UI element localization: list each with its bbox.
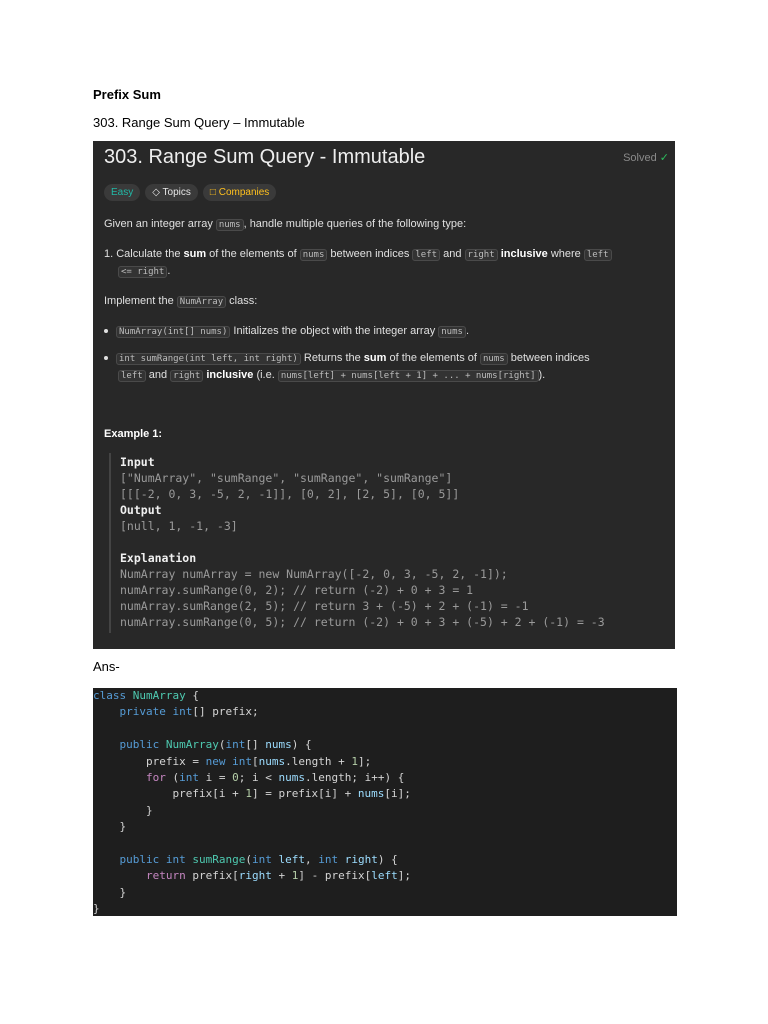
example-line: NumArray numArray = new NumArray([-2, 0, 3, -5, 2, -1]); [120,567,508,581]
item1-b: of the elements of [206,248,300,260]
bullet2-a: Returns the [300,352,364,364]
item1-nums: nums [300,249,328,261]
implement-a: Implement the [104,295,177,307]
code-line: for (int i = 0; i < nums.length; i++) { [145,771,405,784]
difficulty-tag[interactable]: Easy [104,184,140,201]
item1-and: and [440,248,465,260]
bullet2-line1 [104,350,590,368]
tag-icon: ◇ [152,187,163,198]
bullet2-sum: sum [363,352,387,364]
implement-b: class: [226,295,258,307]
intro-code: nums [216,219,244,231]
solved-status [623,151,669,164]
example-heading: Example 1: [104,428,163,440]
item1-inclusive: inclusive [500,248,548,260]
problem-title: 303. Range Sum Query - Immutable [104,146,426,168]
item1-left: left [412,249,440,261]
item1-line2: <= right . [118,263,170,281]
bullet2-ie: (i.e. [253,369,278,381]
example-line: numArray.sumRange(0, 5); // return (-2) + 0 + 3 + (-5) + 2 + (-1) = -3 [120,615,605,629]
item1-a: 1. Calculate the [104,248,184,260]
example-line: numArray.sumRange(2, 5); // return 3 + (-5) + 2 + (-1) = -1 [120,599,529,613]
bullet2-c: between indices [507,352,590,364]
code-line: private int[] prefix; [119,705,259,719]
intro-a: Given an integer array [104,218,216,230]
tag-row [104,184,276,201]
implement-code: NumArray [177,296,226,308]
example-line: Explanation [120,551,197,565]
bullet2-nums: nums [480,353,508,365]
example-line: ["NumArray", "sumRange", "sumRange", "sumRange"] [120,471,453,485]
bullet-dot [104,329,108,333]
bullet2-end: ). [538,369,546,381]
bullet2-left: left [118,370,146,382]
doc-subheading: 303. Range Sum Query – Immutable [93,115,305,130]
code-line: } [93,885,127,899]
example-line: Input [120,455,155,469]
bullet2-right: right [170,370,203,382]
example-line: Output [120,503,162,517]
topics-label: Topics [162,187,191,198]
check-circle-icon: ✓ [659,152,669,164]
item1-sum: sum [183,248,207,260]
item1-c: between indices [327,248,413,260]
code-line: public int sumRange(int left, int right) { [119,853,398,866]
implement-text [104,293,257,311]
companies-label: Companies [218,187,270,198]
bullet2-inclusive: inclusive [206,369,254,381]
bullet2-and: and [145,369,171,381]
bullet-dot [104,356,108,360]
bullet2-expr: nums[left] + nums[left + 1] + ... + nums[right] [278,370,539,382]
bullet2-b: of the elements of [386,352,480,364]
code-line: prefix[i + 1] = prefix[i] + nums[i]; [93,787,411,801]
example-border [109,453,111,633]
intro-text [104,216,466,234]
bullet1-nums: nums [438,326,466,338]
item1-cond2: <= right [118,266,167,278]
bullet2-code: int sumRange(int left, int right) [116,353,301,365]
example-line: [[[-2, 0, 3, -5, 2, -1]], [0, 2], [2, 5], [0, 5]] [120,487,460,501]
item1-cond1: left [584,249,612,261]
code-line: } [93,803,153,817]
item1-where: where [547,248,584,260]
bullet1: NumArray(int[] nums) Initializes the object with the integer array nums . [104,323,469,341]
companies-tag[interactable] [203,184,276,201]
bullet1-text: Initializes the object with the integer array [230,325,439,337]
topics-tag[interactable] [145,184,198,201]
code-line: prefix = new int[nums.length + 1]; [93,754,372,768]
code-block [93,688,677,916]
answer-label: Ans- [93,659,120,674]
solved-label: Solved [623,152,657,164]
item1-line1 [104,246,612,264]
bullet1-code: NumArray(int[] nums) [116,326,230,338]
doc-heading: Prefix Sum [93,87,161,102]
code-line: class NumArray { [93,689,199,702]
code-line: return prefix[right + 1] - prefix[left]; [145,869,411,883]
code-line: } [93,902,100,916]
code-line: } [93,820,127,834]
item1-right: right [465,249,498,261]
bullet2-line2 [118,367,545,385]
example-line: [null, 1, -1, -3] [120,519,238,533]
example-line: numArray.sumRange(0, 2); // return (-2) + 0 + 3 = 1 [120,583,474,597]
intro-b: , handle multiple queries of the following type: [243,218,467,230]
problem-screenshot [93,141,675,649]
lock-icon: □ [209,187,219,198]
code-line: public NumArray(int[] nums) { [119,738,312,752]
